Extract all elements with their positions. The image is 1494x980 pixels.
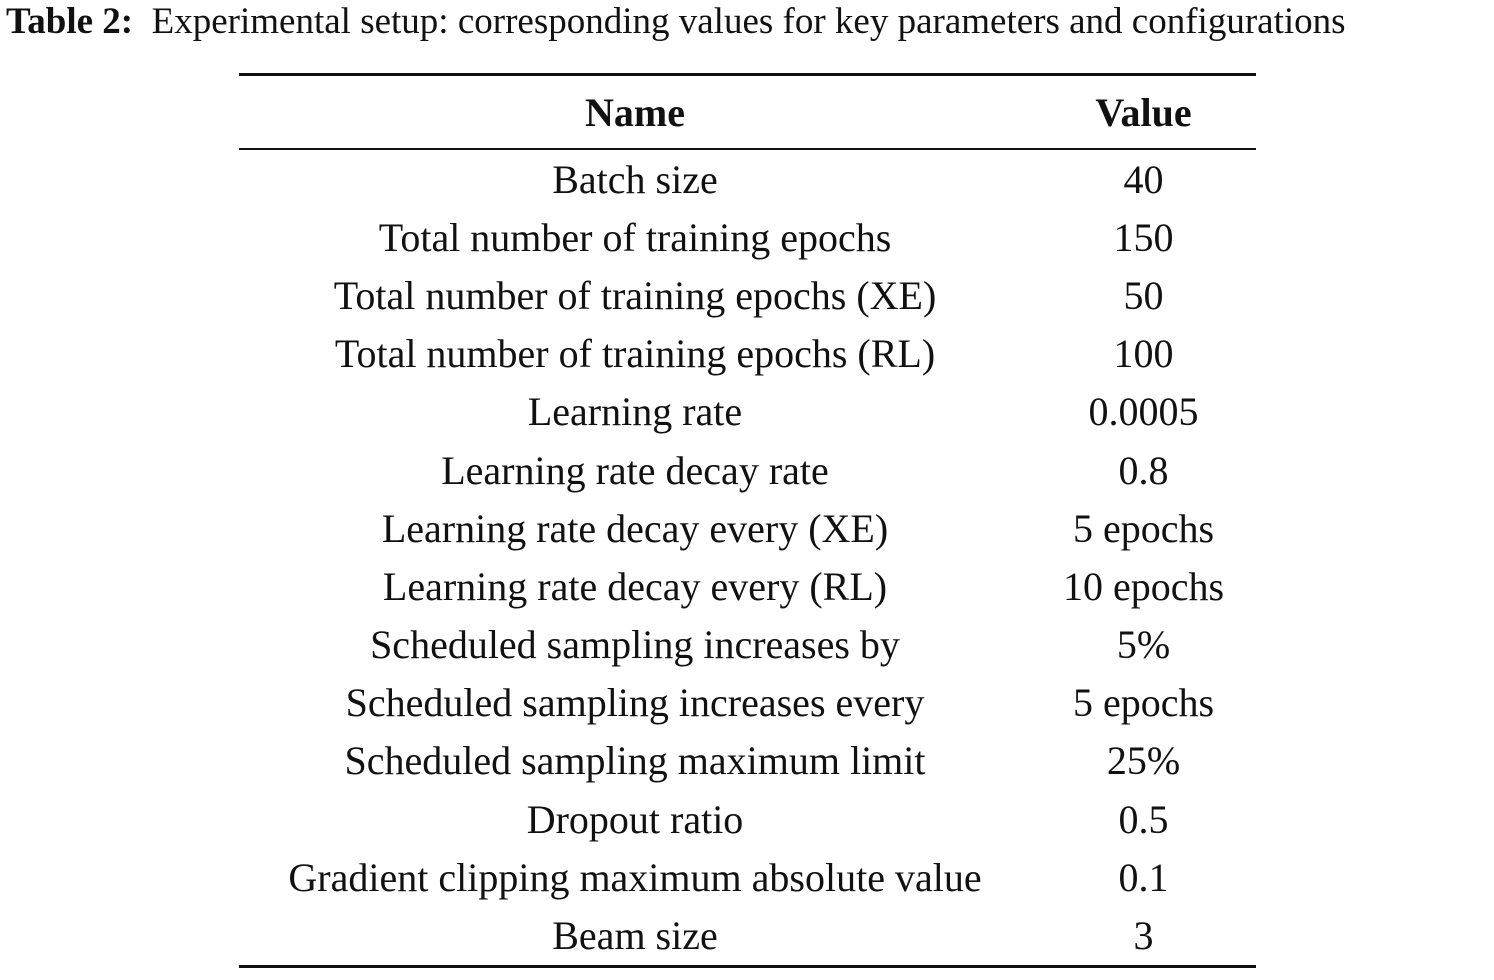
parameters-table xyxy=(239,73,1256,968)
parameter-value-cell: 10 epochs xyxy=(1062,563,1225,609)
header-name: Name xyxy=(585,89,685,135)
parameter-name-cell: Gradient clipping maximum absolute value xyxy=(288,854,982,900)
parameter-name-cell: Learning rate decay rate xyxy=(441,447,829,493)
parameter-value-cell: 5 epochs xyxy=(1072,680,1215,726)
parameter-value-cell: 0.8 xyxy=(1118,447,1169,493)
parameter-name-cell: Learning rate decay every (XE) xyxy=(381,505,889,551)
table-caption-text: Experimental setup: corresponding values for key parameters and configurations xyxy=(151,1,1346,42)
parameter-name-cell: Dropout ratio xyxy=(526,796,744,842)
parameter-name-cell: Beam size xyxy=(552,913,718,959)
table-row xyxy=(239,616,1256,674)
table-body xyxy=(239,149,1256,966)
table-caption-label: Table 2: xyxy=(6,1,134,42)
parameter-name-cell: Total number of training epochs (XE) xyxy=(333,272,937,318)
parameter-name-cell: Total number of training epochs xyxy=(378,214,892,260)
table-row xyxy=(239,557,1256,615)
parameter-value-cell: 25% xyxy=(1106,738,1181,784)
parameter-value-cell: 0.1 xyxy=(1118,854,1169,900)
parameter-value-cell: 40 xyxy=(1123,156,1164,202)
parameter-value-cell: 0.0005 xyxy=(1088,389,1199,435)
parameter-name-cell: Learning rate xyxy=(527,389,743,435)
header-value: Value xyxy=(1095,89,1192,135)
table-row xyxy=(239,325,1256,383)
table-row xyxy=(239,441,1256,499)
parameter-name-cell: Learning rate decay every (RL) xyxy=(382,563,888,609)
table-header xyxy=(239,75,1256,150)
table-row xyxy=(239,906,1256,966)
parameter-value-cell: 5 epochs xyxy=(1072,505,1215,551)
parameter-name-cell: Total number of training epochs (RL) xyxy=(334,331,936,377)
table-row xyxy=(239,208,1256,266)
parameter-name-cell: Scheduled sampling increases by xyxy=(370,622,900,668)
table-row xyxy=(239,732,1256,790)
table-row xyxy=(239,674,1256,732)
table-row xyxy=(239,149,1256,208)
parameter-value-cell: 50 xyxy=(1123,272,1164,318)
table-row xyxy=(239,266,1256,324)
parameter-value-cell: 0.5 xyxy=(1118,796,1169,842)
table-row xyxy=(239,790,1256,848)
table-header-row xyxy=(239,75,1256,150)
parameter-name-cell: Scheduled sampling increases every xyxy=(345,680,925,726)
parameter-name-cell: Scheduled sampling maximum limit xyxy=(344,738,926,784)
table-row xyxy=(239,499,1256,557)
parameter-value-cell: 3 xyxy=(1133,913,1154,959)
table-caption xyxy=(6,0,1492,44)
parameters-table-container xyxy=(239,73,1256,968)
parameter-name-cell: Batch size xyxy=(552,156,718,202)
parameter-value-cell: 5% xyxy=(1116,622,1171,668)
table-row xyxy=(239,383,1256,441)
parameter-value-cell: 100 xyxy=(1113,331,1174,377)
parameter-value-cell: 150 xyxy=(1113,214,1174,260)
table-row xyxy=(239,848,1256,906)
